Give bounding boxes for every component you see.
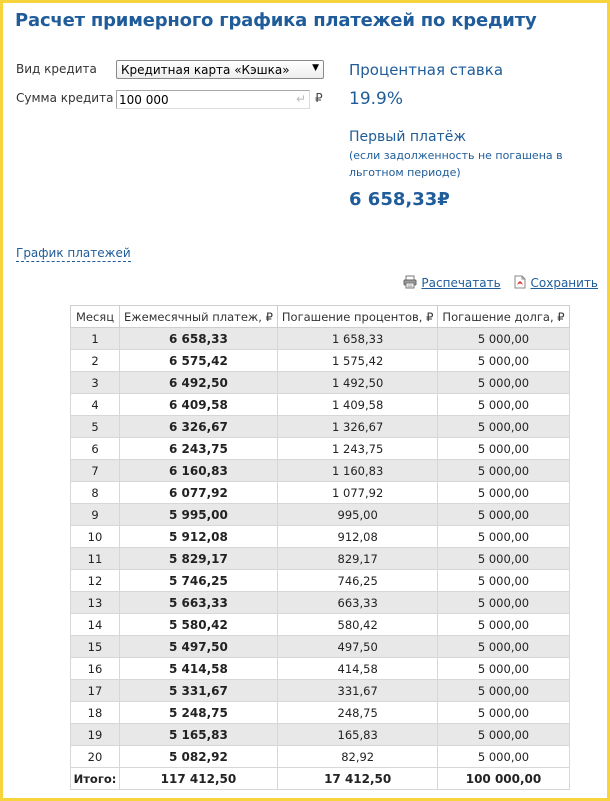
cell-month: 18	[71, 702, 120, 724]
table-row	[71, 702, 570, 724]
table-row	[71, 680, 570, 702]
print-button[interactable]	[403, 275, 500, 290]
page-title: Расчет примерного графика платежей по кредиту	[15, 10, 537, 31]
cell-monthly-payment: 6 077,92	[120, 482, 278, 504]
cell-month: 9	[71, 504, 120, 526]
cell-month: 16	[71, 658, 120, 680]
chevron-down-icon: ▼	[312, 63, 319, 73]
cell-debt-payment: 5 000,00	[438, 702, 569, 724]
cell-monthly-payment: 5 663,33	[120, 592, 278, 614]
cell-month: 6	[71, 438, 120, 460]
cell-interest-payment: 1 492,50	[277, 372, 438, 394]
table-row	[71, 636, 570, 658]
cell-debt-payment: 5 000,00	[438, 394, 569, 416]
payment-schedule-table	[70, 305, 570, 790]
table-row	[71, 548, 570, 570]
cell-monthly-payment: 5 746,25	[120, 570, 278, 592]
table-row	[71, 350, 570, 372]
cell-month: 14	[71, 614, 120, 636]
cell-debt-payment: 5 000,00	[438, 658, 569, 680]
header-monthly-payment: Ежемесячный платеж, ₽	[120, 306, 278, 328]
cell-debt-payment: 5 000,00	[438, 350, 569, 372]
cell-interest-payment: 1 326,67	[277, 416, 438, 438]
cell-interest-payment: 1 243,75	[277, 438, 438, 460]
cell-debt-payment: 5 000,00	[438, 592, 569, 614]
cell-interest-payment: 663,33	[277, 592, 438, 614]
cell-monthly-payment: 5 082,92	[120, 746, 278, 768]
cell-interest-payment: 1 409,58	[277, 394, 438, 416]
cell-interest-payment: 414,58	[277, 658, 438, 680]
cell-debt-payment: 5 000,00	[438, 504, 569, 526]
table-total-row	[71, 768, 570, 790]
cell-debt-payment: 5 000,00	[438, 482, 569, 504]
table-header-row	[71, 306, 570, 328]
cell-debt-payment: 5 000,00	[438, 416, 569, 438]
cell-debt-payment: 5 000,00	[438, 614, 569, 636]
cell-interest-payment: 165,83	[277, 724, 438, 746]
total-interest: 17 412,50	[277, 768, 438, 790]
cell-monthly-payment: 6 326,67	[120, 416, 278, 438]
cell-interest-payment: 995,00	[277, 504, 438, 526]
printer-icon	[403, 275, 417, 289]
table-row	[71, 570, 570, 592]
credit-type-select[interactable]	[116, 60, 324, 79]
cell-interest-payment: 248,75	[277, 702, 438, 724]
cell-interest-payment: 580,42	[277, 614, 438, 636]
amount-input[interactable]	[119, 92, 279, 107]
cell-debt-payment: 5 000,00	[438, 460, 569, 482]
cell-month: 10	[71, 526, 120, 548]
cell-month: 20	[71, 746, 120, 768]
cell-monthly-payment: 5 248,75	[120, 702, 278, 724]
cell-debt-payment: 5 000,00	[438, 680, 569, 702]
credit-type-label: Вид кредита	[16, 62, 97, 76]
first-payment-value: 6 658,33₽	[349, 189, 450, 210]
table-body	[71, 328, 570, 768]
enter-icon: ↵	[295, 92, 306, 106]
table-row	[71, 504, 570, 526]
table-row	[71, 372, 570, 394]
cell-debt-payment: 5 000,00	[438, 570, 569, 592]
table-row	[71, 328, 570, 350]
table-row	[71, 438, 570, 460]
cell-month: 1	[71, 328, 120, 350]
cell-monthly-payment: 6 409,58	[120, 394, 278, 416]
cell-interest-payment: 497,50	[277, 636, 438, 658]
cell-monthly-payment: 6 658,33	[120, 328, 278, 350]
table-row	[71, 460, 570, 482]
cell-monthly-payment: 6 160,83	[120, 460, 278, 482]
credit-type-value: Кредитная карта «Кэшка»	[121, 63, 290, 77]
cell-monthly-payment: 5 165,83	[120, 724, 278, 746]
cell-interest-payment: 1 077,92	[277, 482, 438, 504]
cell-month: 17	[71, 680, 120, 702]
cell-debt-payment: 5 000,00	[438, 372, 569, 394]
cell-month: 5	[71, 416, 120, 438]
cell-monthly-payment: 6 575,42	[120, 350, 278, 372]
rate-label: Процентная ставка	[349, 61, 504, 79]
cell-month: 4	[71, 394, 120, 416]
total-payment: 117 412,50	[120, 768, 278, 790]
cell-month: 7	[71, 460, 120, 482]
cell-monthly-payment: 5 414,58	[120, 658, 278, 680]
cell-month: 8	[71, 482, 120, 504]
amount-field-wrapper	[116, 90, 310, 109]
table-row	[71, 526, 570, 548]
cell-monthly-payment: 5 829,17	[120, 548, 278, 570]
cell-interest-payment: 1 160,83	[277, 460, 438, 482]
first-payment-label: Первый платёж	[349, 129, 466, 145]
cell-interest-payment: 1 575,42	[277, 350, 438, 372]
total-debt: 100 000,00	[438, 768, 569, 790]
cell-monthly-payment: 6 492,50	[120, 372, 278, 394]
save-button[interactable]	[513, 275, 599, 290]
table-row	[71, 394, 570, 416]
rate-value: 19.9%	[349, 89, 404, 109]
table-row	[71, 592, 570, 614]
cell-month: 3	[71, 372, 120, 394]
pdf-file-icon	[513, 275, 527, 289]
currency-sign: ₽	[315, 91, 323, 105]
schedule-link[interactable]: График платежей	[16, 246, 131, 260]
cell-monthly-payment: 5 331,67	[120, 680, 278, 702]
cell-monthly-payment: 5 580,42	[120, 614, 278, 636]
cell-monthly-payment: 5 497,50	[120, 636, 278, 658]
table-row	[71, 746, 570, 768]
cell-month: 11	[71, 548, 120, 570]
cell-interest-payment: 746,25	[277, 570, 438, 592]
cell-interest-payment: 82,92	[277, 746, 438, 768]
table-actions	[395, 275, 598, 290]
cell-debt-payment: 5 000,00	[438, 328, 569, 350]
cell-interest-payment: 912,08	[277, 526, 438, 548]
cell-month: 15	[71, 636, 120, 658]
table-row	[71, 416, 570, 438]
table-row	[71, 724, 570, 746]
header-interest-payment: Погашение процентов, ₽	[277, 306, 438, 328]
save-label: Сохранить	[530, 276, 598, 290]
cell-interest-payment: 829,17	[277, 548, 438, 570]
cell-interest-payment: 331,67	[277, 680, 438, 702]
cell-debt-payment: 5 000,00	[438, 636, 569, 658]
cell-monthly-payment: 6 243,75	[120, 438, 278, 460]
header-debt-payment: Погашение долга, ₽	[438, 306, 569, 328]
cell-debt-payment: 5 000,00	[438, 438, 569, 460]
print-label: Распечатать	[421, 276, 501, 290]
cell-interest-payment: 1 658,33	[277, 328, 438, 350]
cell-monthly-payment: 5 995,00	[120, 504, 278, 526]
first-payment-note: (если задолженность не погашена в льготном периоде)	[349, 149, 563, 179]
cell-monthly-payment: 5 912,08	[120, 526, 278, 548]
cell-month: 19	[71, 724, 120, 746]
table-row	[71, 614, 570, 636]
cell-debt-payment: 5 000,00	[438, 724, 569, 746]
cell-debt-payment: 5 000,00	[438, 548, 569, 570]
amount-label: Сумма кредита	[16, 91, 114, 105]
cell-month: 2	[71, 350, 120, 372]
header-month: Месяц	[71, 306, 120, 328]
cell-debt-payment: 5 000,00	[438, 746, 569, 768]
table-row	[71, 482, 570, 504]
total-label: Итого:	[71, 768, 120, 790]
cell-month: 12	[71, 570, 120, 592]
table-row	[71, 658, 570, 680]
cell-month: 13	[71, 592, 120, 614]
cell-debt-payment: 5 000,00	[438, 526, 569, 548]
